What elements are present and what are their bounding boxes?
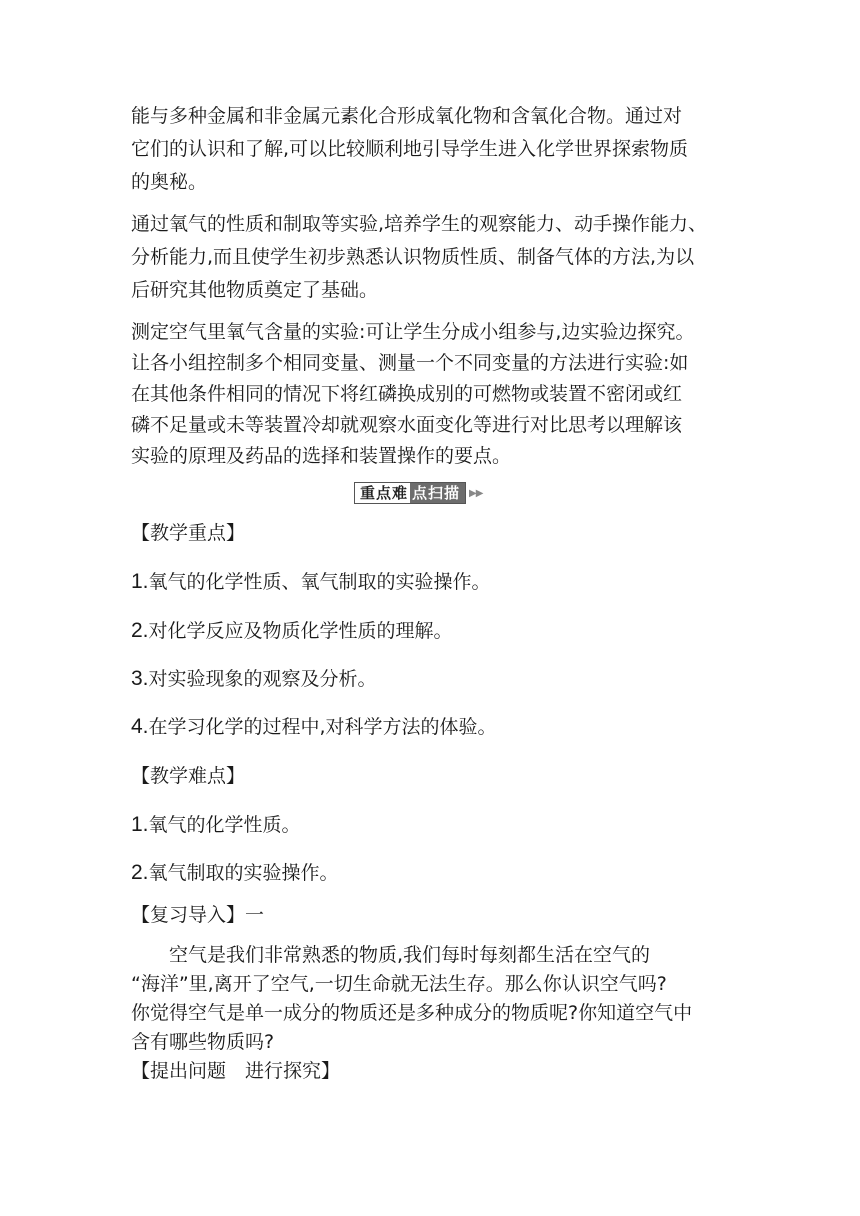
section-banner — [354, 482, 482, 504]
text-line: 能与多种金属和非金属元素化合形成氧化物和含氧化合物。通过对 — [131, 105, 683, 127]
item-number: 1. — [131, 813, 149, 836]
key-point-item — [131, 664, 377, 694]
item-number: 4. — [131, 715, 149, 738]
review-heading: 【复习导入】一 — [131, 904, 265, 926]
key-point-item — [131, 712, 497, 742]
item-number: 2. — [131, 861, 149, 884]
intro-paragraph — [131, 100, 731, 199]
text-line: 分析能力,而且使学生初步熟悉认识物质性质、制备气体的方法,为以 — [131, 246, 695, 268]
difficult-point-item — [131, 810, 301, 840]
double-arrow-icon: ▶▶ — [469, 487, 483, 499]
text-line: 含有哪些物质吗? — [131, 1031, 275, 1053]
text-line: 空气是我们非常熟悉的物质,我们每时每刻都生活在空气的 — [131, 944, 651, 966]
difficult-point-item — [131, 858, 339, 888]
difficult-points-heading: 【教学难点】 — [131, 765, 246, 787]
item-number: 1. — [131, 570, 149, 593]
inquiry-heading: 【提出问题 进行探究】 — [131, 1060, 341, 1082]
text-line: 在其他条件相同的情况下将红磷换成别的可燃物或装置不密闭或红 — [131, 383, 683, 405]
banner-left-text: 重点难 — [355, 483, 410, 503]
text-line: 通过氧气的性质和制取等实验,培养学生的观察能力、动手操作能力、 — [131, 213, 708, 235]
text-line: 磷不足量或未等装置冷却就观察水面变化等进行对比思考以理解该 — [131, 414, 683, 436]
key-point-item — [131, 567, 491, 597]
item-text: 对化学反应及物质化学性质的理解。 — [148, 620, 453, 642]
text-line: 它们的认识和了解,可以比较顺利地引导学生进入化学世界探索物质 — [131, 138, 689, 160]
item-text: 氧气的化学性质。 — [148, 814, 301, 836]
text-line: 让各小组控制多个相同变量、测量一个不同变量的方法进行实验:如 — [131, 352, 689, 374]
experiment-paragraph — [131, 317, 731, 472]
key-point-item — [131, 616, 453, 646]
text-line: 实验的原理及药品的选择和装置操作的要点。 — [131, 445, 512, 467]
text-line: 你觉得空气是单一成分的物质还是多种成分的物质呢?你知道空气中 — [131, 1002, 693, 1024]
item-text: 氧气的化学性质、氧气制取的实验操作。 — [148, 571, 491, 593]
item-number: 3. — [131, 667, 149, 690]
item-text: 对实验现象的观察及分析。 — [148, 668, 377, 690]
ability-paragraph — [131, 208, 731, 307]
item-number: 2. — [131, 619, 149, 642]
banner-label — [354, 482, 466, 504]
key-points-heading: 【教学重点】 — [131, 522, 246, 544]
text-line: “海洋”里,离开了空气,一切生命就无法生存。那么你认识空气吗? — [131, 973, 667, 995]
banner-right-text: 点扫描 — [410, 483, 465, 503]
text-line: 测定空气里氧气含量的实验:可让学生分成小组参与,边实验边探究。 — [131, 321, 695, 343]
item-text: 在学习化学的过程中,对科学方法的体验。 — [148, 716, 497, 738]
text-line: 后研究其他物质奠定了基础。 — [131, 279, 379, 301]
text-line: 的奥秘。 — [131, 171, 208, 193]
review-paragraph — [131, 941, 731, 1057]
item-text: 氧气制取的实验操作。 — [148, 862, 339, 884]
